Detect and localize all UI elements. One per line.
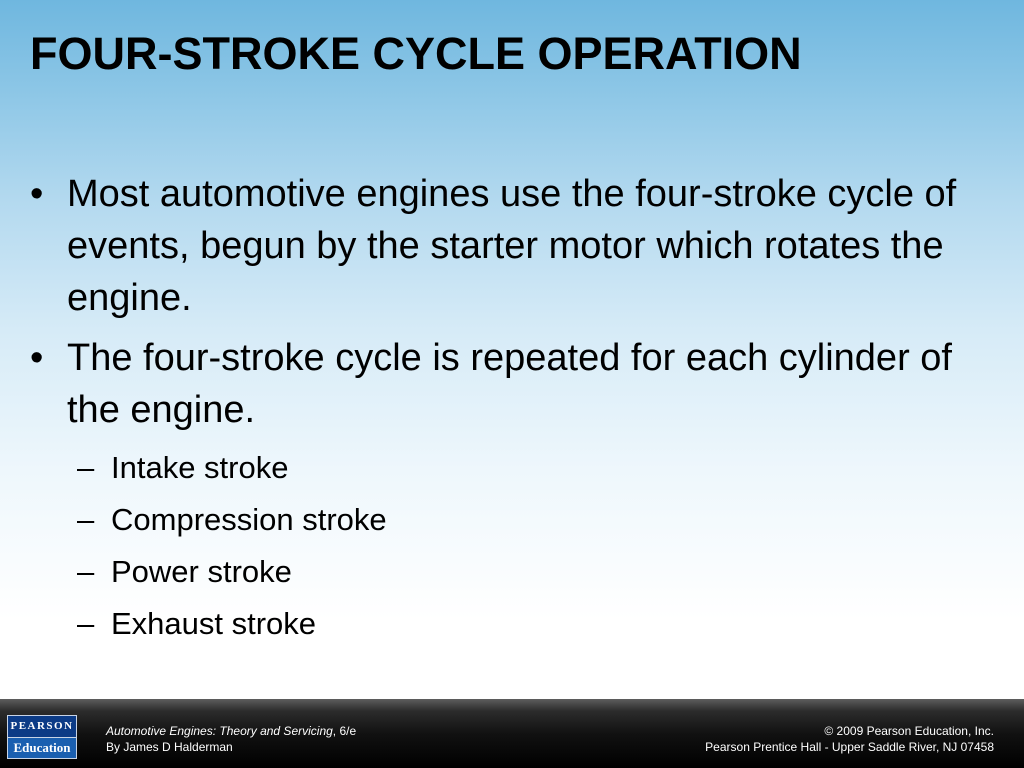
bullet-item [30,168,990,324]
sub-bullet-item [30,494,990,546]
publisher-text: Pearson Prentice Hall - Upper Saddle River, NJ 07458 [705,740,994,754]
book-title-line [106,723,356,739]
sub-bullet-list [30,442,990,650]
bullet-text: Most automotive engines use the four-stroke cycle of events, begun by the starter motor which rotates the engine. [67,173,957,319]
bullet-item [30,332,990,436]
logo-wordmark-bottom: Education [8,738,76,758]
sub-bullet-text: Compression stroke [111,502,387,537]
sub-bullet-item [30,546,990,598]
sub-bullet-text: Exhaust stroke [111,606,317,641]
footer-copyright [705,723,994,755]
footer-bar [0,699,1024,768]
bullet-dot-icon: • [30,337,44,379]
footer-book-info [106,723,356,755]
book-edition: , 6/e [332,724,357,738]
copyright-text: © 2009 Pearson Education, Inc. [824,724,994,738]
pearson-education-logo [7,715,77,759]
dash-icon: – [77,450,95,485]
sub-bullet-item [30,442,990,494]
bullet-text: The four-stroke cycle is repeated for each cylinder of the engine. [67,337,952,431]
slide-content [30,168,990,650]
sub-bullet-item [30,598,990,650]
book-author: By James D Halderman [106,740,233,754]
sub-bullet-text: Power stroke [111,554,292,589]
sub-bullet-text: Intake stroke [111,450,289,485]
logo-wordmark-top: PEARSON [8,716,76,737]
dash-icon: – [77,502,95,537]
bullet-dot-icon: • [30,173,44,215]
slide-title: FOUR-STROKE CYCLE OPERATION [30,28,802,79]
dash-icon: – [77,606,95,641]
book-title: Automotive Engines: Theory and Servicing [106,724,333,738]
dash-icon: – [77,554,95,589]
